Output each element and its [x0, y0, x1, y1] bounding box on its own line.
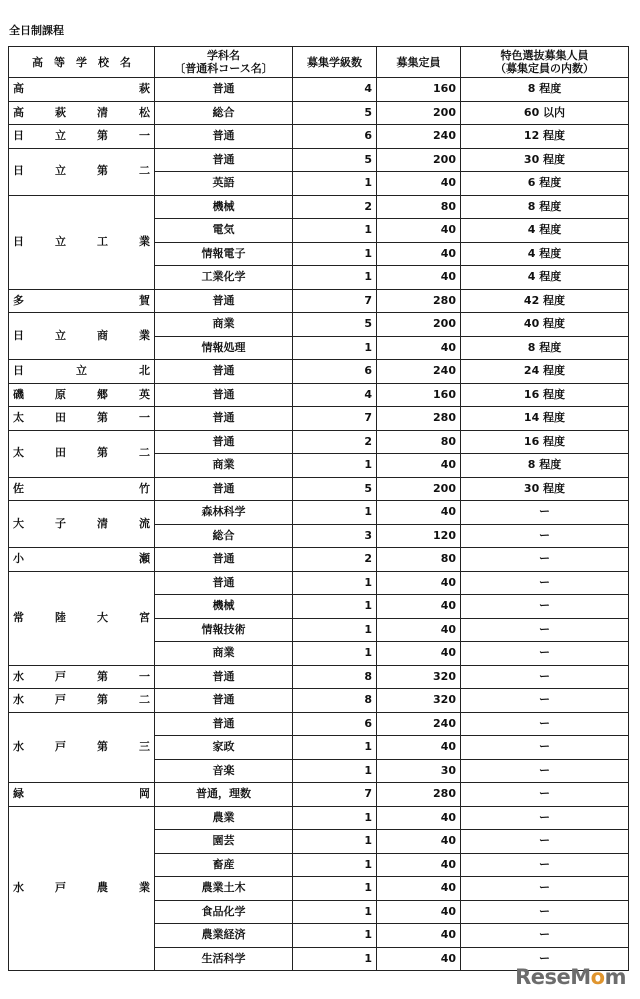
- special-cell: ー: [461, 571, 629, 595]
- classes-cell: 1: [293, 759, 377, 783]
- dept-cell: 音楽: [155, 759, 293, 783]
- classes-cell: 8: [293, 689, 377, 713]
- special-cell: ー: [461, 759, 629, 783]
- table-row: [9, 689, 629, 713]
- school-name-cell: 緑 岡: [9, 783, 155, 807]
- capacity-cell: 160: [377, 78, 461, 102]
- special-cell: ー: [461, 830, 629, 854]
- table-row: [9, 783, 629, 807]
- dept-cell: 機械: [155, 195, 293, 219]
- classes-cell: 1: [293, 853, 377, 877]
- capacity-cell: 80: [377, 548, 461, 572]
- classes-cell: 1: [293, 947, 377, 971]
- classes-cell: 8: [293, 665, 377, 689]
- capacity-cell: 40: [377, 900, 461, 924]
- capacity-cell: 40: [377, 853, 461, 877]
- table-row: [9, 78, 629, 102]
- special-cell: ー: [461, 665, 629, 689]
- capacity-cell: 200: [377, 148, 461, 172]
- school-name-cell: 高 萩: [9, 78, 155, 102]
- table-row: [9, 548, 629, 572]
- classes-cell: 1: [293, 618, 377, 642]
- dept-cell: 家政: [155, 736, 293, 760]
- classes-cell: 6: [293, 125, 377, 149]
- header-capacity: 募集定員: [377, 47, 461, 78]
- dept-cell: 工業化学: [155, 266, 293, 290]
- capacity-cell: 160: [377, 383, 461, 407]
- capacity-cell: 40: [377, 454, 461, 478]
- classes-cell: 1: [293, 900, 377, 924]
- capacity-cell: 30: [377, 759, 461, 783]
- header-dept: 学科名 〔普通科コース名〕: [155, 47, 293, 78]
- capacity-cell: 240: [377, 360, 461, 384]
- special-cell: ー: [461, 924, 629, 948]
- capacity-cell: 40: [377, 172, 461, 196]
- dept-cell: 普通: [155, 689, 293, 713]
- capacity-cell: 320: [377, 689, 461, 713]
- school-name-cell: 水 戸 第 一: [9, 665, 155, 689]
- special-cell: ー: [461, 806, 629, 830]
- special-cell: ー: [461, 642, 629, 666]
- classes-cell: 3: [293, 524, 377, 548]
- classes-cell: 1: [293, 595, 377, 619]
- table-row: [9, 383, 629, 407]
- school-name-cell: 日 立 北: [9, 360, 155, 384]
- table-row: [9, 360, 629, 384]
- classes-cell: 1: [293, 336, 377, 360]
- capacity-cell: 320: [377, 665, 461, 689]
- special-cell: 42 程度: [461, 289, 629, 313]
- table-row: [9, 101, 629, 125]
- classes-cell: 4: [293, 78, 377, 102]
- dept-cell: 普通: [155, 78, 293, 102]
- school-name-cell: 水 戸 農 業: [9, 806, 155, 971]
- special-cell: 4 程度: [461, 242, 629, 266]
- school-name-cell: 太 田 第 一: [9, 407, 155, 431]
- school-name-cell: 太 田 第 二: [9, 430, 155, 477]
- table-row: [9, 313, 629, 337]
- classes-cell: 1: [293, 266, 377, 290]
- classes-cell: 6: [293, 360, 377, 384]
- special-cell: 16 程度: [461, 383, 629, 407]
- dept-cell: 食品化学: [155, 900, 293, 924]
- table-row: [9, 477, 629, 501]
- dept-cell: 英語: [155, 172, 293, 196]
- table-row: [9, 195, 629, 219]
- classes-cell: 1: [293, 242, 377, 266]
- dept-cell: 情報電子: [155, 242, 293, 266]
- classes-cell: 5: [293, 101, 377, 125]
- table-body: [9, 78, 629, 971]
- capacity-cell: 120: [377, 524, 461, 548]
- header-school: 高 等 学 校 名: [9, 47, 155, 78]
- dept-cell: 普通: [155, 430, 293, 454]
- dept-cell: 農業経済: [155, 924, 293, 948]
- special-cell: 30 程度: [461, 148, 629, 172]
- capacity-cell: 40: [377, 595, 461, 619]
- classes-cell: 1: [293, 501, 377, 525]
- special-cell: ー: [461, 783, 629, 807]
- school-name-cell: 日 立 工 業: [9, 195, 155, 289]
- classes-cell: 1: [293, 454, 377, 478]
- capacity-cell: 40: [377, 501, 461, 525]
- dept-cell: 総合: [155, 524, 293, 548]
- school-name-cell: 佐 竹: [9, 477, 155, 501]
- dept-cell: 普通: [155, 383, 293, 407]
- dept-cell: 情報処理: [155, 336, 293, 360]
- classes-cell: 2: [293, 430, 377, 454]
- special-cell: 12 程度: [461, 125, 629, 149]
- dept-cell: 商業: [155, 642, 293, 666]
- dept-cell: 普通: [155, 665, 293, 689]
- capacity-cell: 280: [377, 783, 461, 807]
- classes-cell: 7: [293, 783, 377, 807]
- dept-cell: 普通: [155, 125, 293, 149]
- capacity-cell: 280: [377, 289, 461, 313]
- dept-cell: 電気: [155, 219, 293, 243]
- header-row: [9, 47, 629, 78]
- capacity-cell: 40: [377, 242, 461, 266]
- classes-cell: 5: [293, 477, 377, 501]
- capacity-cell: 280: [377, 407, 461, 431]
- dept-cell: 森林科学: [155, 501, 293, 525]
- special-cell: 4 程度: [461, 266, 629, 290]
- classes-cell: 5: [293, 313, 377, 337]
- school-name-cell: 日 立 第 二: [9, 148, 155, 195]
- special-cell: ー: [461, 548, 629, 572]
- school-name-cell: 水 戸 第 三: [9, 712, 155, 783]
- special-cell: 4 程度: [461, 219, 629, 243]
- dept-cell: 商業: [155, 454, 293, 478]
- table-row: [9, 289, 629, 313]
- school-name-cell: 高 萩 清 松: [9, 101, 155, 125]
- school-name-cell: 多 賀: [9, 289, 155, 313]
- special-cell: 6 程度: [461, 172, 629, 196]
- dept-cell: 農業: [155, 806, 293, 830]
- header-special: 特色選抜募集人員 （募集定員の内数）: [461, 47, 629, 78]
- dept-cell: 普通: [155, 407, 293, 431]
- dept-cell: 普通: [155, 548, 293, 572]
- classes-cell: 1: [293, 571, 377, 595]
- special-cell: ー: [461, 877, 629, 901]
- classes-cell: 4: [293, 383, 377, 407]
- table-row: [9, 430, 629, 454]
- special-cell: ー: [461, 900, 629, 924]
- school-name-cell: 小 瀬: [9, 548, 155, 572]
- capacity-cell: 200: [377, 477, 461, 501]
- capacity-cell: 40: [377, 736, 461, 760]
- dept-cell: 普通: [155, 289, 293, 313]
- capacity-cell: 200: [377, 313, 461, 337]
- table-caption: 全日制課程: [9, 24, 64, 37]
- classes-cell: 1: [293, 172, 377, 196]
- dept-cell: 情報技術: [155, 618, 293, 642]
- dept-cell: 畜産: [155, 853, 293, 877]
- dept-cell: 機械: [155, 595, 293, 619]
- classes-cell: 1: [293, 642, 377, 666]
- special-cell: ー: [461, 853, 629, 877]
- classes-cell: 7: [293, 407, 377, 431]
- school-name-cell: 磯 原 郷 英: [9, 383, 155, 407]
- capacity-cell: 40: [377, 571, 461, 595]
- dept-cell: 普通: [155, 148, 293, 172]
- school-name-cell: 常 陸 大 宮: [9, 571, 155, 665]
- special-cell: 16 程度: [461, 430, 629, 454]
- capacity-cell: 40: [377, 219, 461, 243]
- special-cell: 60 以内: [461, 101, 629, 125]
- special-cell: ー: [461, 501, 629, 525]
- classes-cell: 1: [293, 736, 377, 760]
- dept-cell: 普通: [155, 571, 293, 595]
- capacity-cell: 80: [377, 430, 461, 454]
- special-cell: 8 程度: [461, 195, 629, 219]
- classes-cell: 1: [293, 924, 377, 948]
- dept-cell: 普通，理数: [155, 783, 293, 807]
- dept-cell: 農業土木: [155, 877, 293, 901]
- special-cell: 8 程度: [461, 336, 629, 360]
- special-cell: 8 程度: [461, 78, 629, 102]
- classes-cell: 5: [293, 148, 377, 172]
- special-cell: ー: [461, 524, 629, 548]
- classes-cell: 1: [293, 877, 377, 901]
- school-name-cell: 水 戸 第 二: [9, 689, 155, 713]
- classes-cell: 1: [293, 219, 377, 243]
- capacity-cell: 40: [377, 266, 461, 290]
- capacity-cell: 40: [377, 618, 461, 642]
- capacity-cell: 200: [377, 101, 461, 125]
- school-name-cell: 大 子 清 流: [9, 501, 155, 548]
- table-row: [9, 407, 629, 431]
- table-row: [9, 125, 629, 149]
- special-cell: ー: [461, 595, 629, 619]
- school-name-cell: 日 立 第 一: [9, 125, 155, 149]
- capacity-cell: 80: [377, 195, 461, 219]
- classes-cell: 1: [293, 806, 377, 830]
- dept-cell: 生活科学: [155, 947, 293, 971]
- dept-cell: 普通: [155, 712, 293, 736]
- special-cell: 24 程度: [461, 360, 629, 384]
- dept-cell: 園芸: [155, 830, 293, 854]
- capacity-cell: 40: [377, 947, 461, 971]
- capacity-cell: 40: [377, 806, 461, 830]
- table-row: [9, 501, 629, 525]
- classes-cell: 7: [293, 289, 377, 313]
- special-cell: 40 程度: [461, 313, 629, 337]
- resemom-logo: ReseMom: [515, 965, 626, 989]
- special-cell: 14 程度: [461, 407, 629, 431]
- enrollment-table: [8, 46, 629, 971]
- dept-cell: 総合: [155, 101, 293, 125]
- special-cell: 8 程度: [461, 454, 629, 478]
- capacity-cell: 240: [377, 125, 461, 149]
- capacity-cell: 240: [377, 712, 461, 736]
- special-cell: ー: [461, 736, 629, 760]
- capacity-cell: 40: [377, 924, 461, 948]
- capacity-cell: 40: [377, 642, 461, 666]
- classes-cell: 6: [293, 712, 377, 736]
- school-name-cell: 日 立 商 業: [9, 313, 155, 360]
- classes-cell: 2: [293, 548, 377, 572]
- special-cell: ー: [461, 618, 629, 642]
- dept-cell: 普通: [155, 477, 293, 501]
- table-row: [9, 712, 629, 736]
- capacity-cell: 40: [377, 830, 461, 854]
- table-row: [9, 571, 629, 595]
- dept-cell: 普通: [155, 360, 293, 384]
- special-cell: 30 程度: [461, 477, 629, 501]
- classes-cell: 1: [293, 830, 377, 854]
- capacity-cell: 40: [377, 877, 461, 901]
- capacity-cell: 40: [377, 336, 461, 360]
- table-row: [9, 665, 629, 689]
- table-row: [9, 148, 629, 172]
- dept-cell: 商業: [155, 313, 293, 337]
- special-cell: ー: [461, 689, 629, 713]
- special-cell: ー: [461, 712, 629, 736]
- table-row: [9, 806, 629, 830]
- classes-cell: 2: [293, 195, 377, 219]
- special-cell: ー: [461, 947, 629, 971]
- header-classes: 募集学級数: [293, 47, 377, 78]
